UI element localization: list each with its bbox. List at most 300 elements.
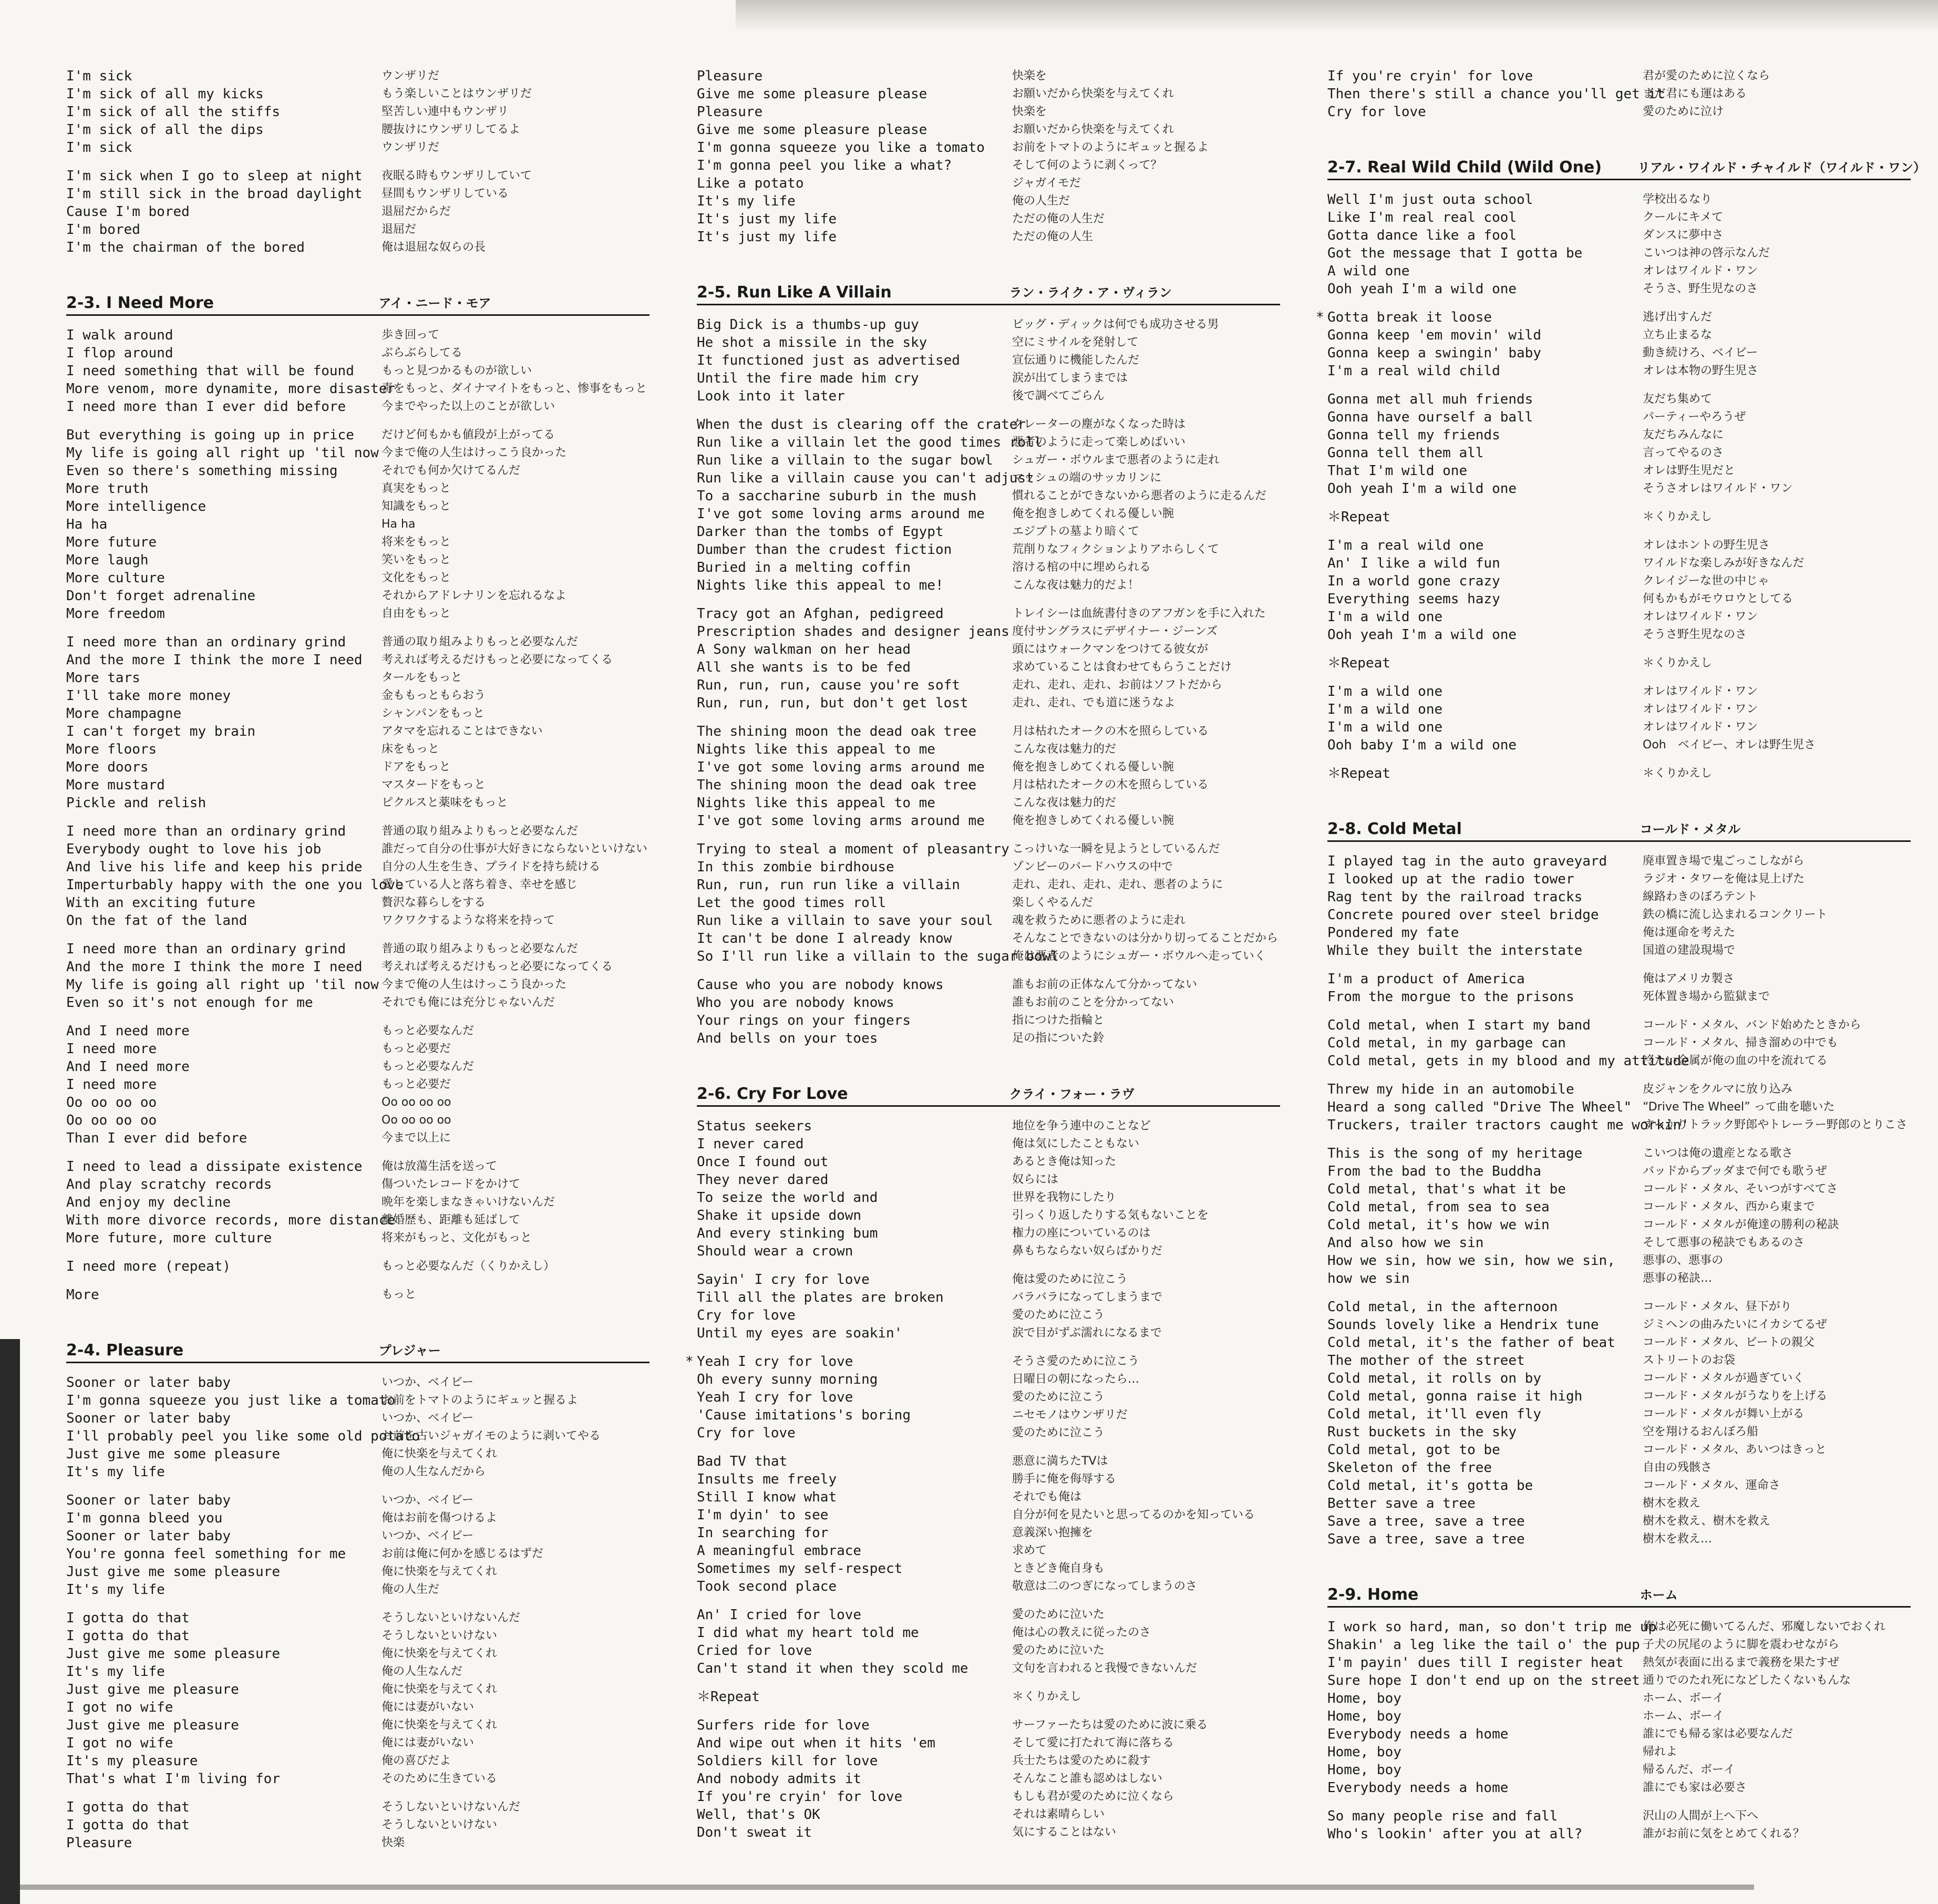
translation-line: それは素晴らしい: [1012, 1808, 1105, 1821]
lyric-line: To a saccharine suburb in the mush: [697, 488, 977, 504]
lyric-line: Cold metal, from sea to sea: [1327, 1199, 1550, 1215]
translation-line: あるとき俺は知った: [1012, 1155, 1117, 1168]
lyric-line: I need to lead a dissipate existence: [66, 1159, 363, 1175]
lyric-stanza: [697, 67, 1280, 246]
lyric-line: More tars: [66, 670, 140, 686]
song-section: [1327, 156, 1926, 783]
lyric-line: All she wants is to be fed: [697, 660, 911, 675]
lyric-line: Run like a villain to the sugar bowl: [697, 452, 993, 468]
japanese-translation: [1643, 1080, 1911, 1134]
translation-line: 俺の人生だ: [1012, 194, 1070, 208]
song-section: [66, 291, 650, 1304]
translation-line: 楽しくやるんだ: [1012, 896, 1094, 909]
translation-line: 地位を争う連中のことなど: [1012, 1119, 1151, 1133]
lyric-line: ＊Repeat: [697, 1689, 760, 1705]
translation-line: 鉄の橋に流し込まれるコンクリート: [1643, 908, 1828, 921]
japanese-translation: [1643, 683, 1911, 754]
lyric-line: Cause I'm bored: [66, 204, 190, 220]
translation-line: 月は枯れたオークの木を照らしている: [1012, 725, 1209, 738]
lyric-line: I'm sick: [66, 140, 132, 156]
lyric-line: Soldiers kill for love: [697, 1753, 878, 1769]
translation-line: 敬意は二のつぎになってしまうのさ: [1012, 1580, 1198, 1593]
translation-line: コールド・メタルが舞い上がる: [1643, 1407, 1805, 1421]
lyric-line: * Gotta break it loose: [1327, 310, 1492, 325]
translation-line: 足の指についた鈴: [1012, 1032, 1105, 1045]
lyrics-column-2: [697, 67, 1280, 1852]
japanese-translation: [1643, 1618, 1911, 1797]
translation-line: 堅苦しい連中もウンザリ: [382, 105, 509, 118]
translation-line: タールをもっと: [382, 671, 462, 684]
lyric-line: While they built the interstate: [1327, 943, 1583, 959]
lyric-line: I gotta do that: [66, 1817, 190, 1833]
lyric-line: More champagne: [66, 706, 182, 722]
translation-line: 晩年を楽しまなきゃいけないんだ: [382, 1196, 555, 1209]
section-spacer: [66, 267, 650, 291]
translation-line: ダンスに夢中さ: [1643, 229, 1724, 242]
translation-line: “Drive The Wheel” って曲を聴いた: [1643, 1100, 1835, 1114]
translation-line: 冷たい金属が俺の血の中を流れてる: [1643, 1054, 1828, 1067]
lyric-line: I'm bored: [66, 222, 140, 238]
translation-line: 度付サングラスにデザイナー・ジーンズ: [1012, 625, 1218, 638]
japanese-translation: [382, 822, 650, 930]
translation-line: 言ってやるのさ: [1643, 446, 1724, 459]
lyric-line: I've got some loving arms around me: [697, 813, 985, 829]
lyric-line: An' I like a wild fun: [1327, 555, 1500, 571]
song-section: [1327, 67, 1911, 121]
translation-line: いつか、ベイビー: [382, 1494, 474, 1507]
lyric-line: It's my life: [697, 193, 796, 209]
lyric-line: With an exciting future: [66, 895, 256, 911]
translation-line: コールド・メタル、掃き溜めの中でも: [1643, 1036, 1838, 1049]
lyric-line: I need more than I ever did before: [66, 399, 346, 415]
lyric-line: And I need more: [66, 1059, 190, 1075]
lyric-line: Home, boy: [1327, 1762, 1401, 1778]
lyric-line: Bad TV that: [697, 1454, 788, 1469]
translation-line: 俺を抱きしめてくれる優しい腕: [1012, 814, 1174, 827]
lyric-line: In a world gone crazy: [1327, 573, 1500, 589]
lyric-line: My life is going all right up 'til now: [66, 977, 379, 993]
translation-line: 君が愛のために泣くなら: [1643, 69, 1770, 83]
translation-line: ただの俺の人生: [1012, 230, 1094, 243]
translation-line: 月は枯れたオークの木を照らしている: [1012, 778, 1209, 791]
lyric-line: I need more than an ordinary grind: [66, 941, 346, 957]
english-lyrics: [1327, 1080, 1689, 1134]
lyric-line: ＊Repeat: [1327, 509, 1390, 525]
translation-line: バッドからブッダまで何でも歌うぜ: [1643, 1165, 1827, 1178]
translation-line: ピクルスと薬味をもっと: [382, 796, 508, 809]
song-section: [66, 1339, 650, 1852]
lyric-line: I've got some loving arms around me: [697, 759, 985, 775]
translation-line: 誰もお前のことを分かってない: [1012, 996, 1174, 1009]
japanese-translation: [382, 326, 650, 416]
lyric-line: 'Cause imitations's boring: [697, 1407, 911, 1423]
translation-line: 愛のために泣こう: [1012, 1391, 1105, 1404]
song-title-japanese: ホーム: [1640, 1588, 1678, 1602]
english-lyrics: [1327, 1807, 1643, 1843]
lyric-line: Cause who you are nobody knows: [697, 977, 944, 993]
english-lyrics: [1327, 537, 1643, 644]
english-lyrics: [1327, 683, 1643, 754]
translation-line: 鼻もちならない奴らばかりだ: [1012, 1244, 1163, 1258]
lyric-line: Cry for love: [697, 1425, 796, 1441]
translation-line: 頭にはウォークマンをつけてる彼女が: [1012, 643, 1209, 656]
translation-line: 自分の人生を生き、プライドを持ち続ける: [382, 860, 601, 873]
english-lyrics: [697, 67, 1012, 246]
english-lyrics: [697, 1716, 1012, 1841]
lyric-line: Cold metal, gets in my blood and my attitude: [1327, 1053, 1689, 1069]
translation-line: 考えれば考えるだけもっと必要になってくる: [382, 960, 613, 973]
translation-line: 誰だって自分の仕事が大好きにならないといけない: [382, 842, 648, 856]
lyric-line: Concrete poured over steel bridge: [1327, 907, 1599, 923]
lyric-stanza: [66, 1286, 650, 1304]
english-lyrics: [1327, 390, 1643, 498]
english-lyrics: [1327, 970, 1643, 1006]
translation-line: 魂を救うために悪者のように走れ: [1012, 914, 1186, 927]
lyric-stanza: [1327, 1298, 1911, 1548]
lyric-line: I walk around: [66, 327, 173, 343]
lyric-line: I got no wife: [66, 1700, 173, 1715]
translation-line: 普通の取り組みよりもっと必要なんだ: [382, 635, 579, 649]
translation-line: クレイジーな世の中じゃ: [1643, 574, 1769, 588]
translation-line: コールド・メタル、あいつはきっと: [1643, 1443, 1827, 1456]
translation-line: 悪者のように走って楽しめばいい: [1012, 436, 1186, 449]
translation-line: 国道の建設現場で: [1643, 944, 1736, 957]
lyric-line: Save a tree, save a tree: [1327, 1514, 1525, 1529]
translation-line: 俺の人生なんだ: [382, 1665, 463, 1678]
lyric-line: More mustard: [66, 777, 165, 793]
japanese-translation: [1643, 508, 1911, 526]
lyric-line: I need something that will be found: [66, 363, 354, 379]
lyric-line: Pleasure: [697, 68, 763, 84]
translation-line: 溶ける棺の中に埋められる: [1012, 561, 1151, 574]
lyric-stanza: [1327, 1145, 1911, 1288]
lyric-line: A wild one: [1327, 263, 1410, 279]
lyric-line: Oh every sunny morning: [697, 1372, 878, 1387]
translation-line: 意義深い抱擁を: [1012, 1526, 1094, 1539]
lyric-line: If you're cryin' for love: [697, 1789, 903, 1805]
translation-line: そうしないといけないんだ: [382, 1800, 521, 1814]
translation-line: 誰にでも帰る家は必要なんだ: [1643, 1727, 1793, 1741]
lyric-line: Sooner or later baby: [66, 1411, 231, 1426]
translation-line: そうしないといけないんだ: [382, 1611, 521, 1624]
section-spacer: [697, 256, 1280, 281]
translation-line: ジャガイモだ: [1012, 177, 1081, 190]
translation-line: こいつは俺の遺産となる歌さ: [1643, 1147, 1793, 1160]
song-section: [697, 67, 1280, 246]
translation-line: 俺は愛のために泣こう: [1012, 1273, 1128, 1286]
lyric-line: They never dared: [697, 1172, 829, 1188]
translation-line: ＊くりかえし: [1643, 767, 1713, 780]
translation-line: そのために生きている: [382, 1772, 498, 1785]
lyric-line: From the morgue to the prisons: [1327, 989, 1574, 1005]
lyric-line: Dumber than the crudest fiction: [697, 542, 952, 558]
lyric-stanza: [66, 426, 650, 623]
translation-line: 熱気が表面に出るまで義務を果たすぜ: [1643, 1656, 1840, 1669]
translation-line: バラバラになってしまうまで: [1012, 1291, 1163, 1304]
translation-line: 権力の座についているのは: [1012, 1227, 1151, 1240]
english-lyrics: [66, 167, 382, 256]
lyric-line: Even so there's something missing: [66, 463, 338, 479]
japanese-translation: [1012, 1453, 1280, 1596]
lyric-line: The shining moon the dead oak tree: [697, 777, 977, 793]
translation-line: コールド・メタル、西から東まで: [1643, 1200, 1815, 1213]
lyric-line: More venom, more dynamite, more disaster: [66, 381, 396, 397]
translation-line: 涙が出てしまうまでは: [1012, 372, 1128, 385]
translation-line: もっと必要なんだ: [382, 1060, 475, 1073]
translation-line: それでも俺には充分じゃないんだ: [382, 996, 555, 1009]
translation-line: 文句を言われると我慢できないんだ: [1012, 1662, 1198, 1675]
song-section: [66, 67, 650, 256]
translation-line: 俺は運命を考えた: [1643, 926, 1736, 939]
english-lyrics: [66, 940, 382, 1012]
lyric-stanza: [66, 1798, 650, 1852]
translation-line: マスタードをもっと: [382, 778, 486, 791]
translation-line: 俺に快楽を与えてくれ: [382, 1447, 498, 1460]
translation-line: ワイルドな楽しみが好きなんだ: [1643, 557, 1805, 570]
lyric-line: It's my life: [66, 1664, 165, 1680]
song-heading: [1327, 1583, 1911, 1608]
song-section: [1327, 817, 1911, 1548]
lyric-line: Till all the plates are broken: [697, 1290, 944, 1305]
lyric-line: Sometimes my self-respect: [697, 1561, 903, 1577]
lyric-stanza: [1327, 308, 1911, 380]
translation-line: オレはワイルド・ワン: [1643, 685, 1758, 698]
japanese-translation: [1012, 1117, 1280, 1260]
english-lyrics: [1327, 308, 1643, 380]
translation-line: 走れ、走れ、走れ、走れ、悪者のように: [1012, 878, 1223, 891]
lyric-line: Still I know what: [697, 1489, 837, 1505]
translation-line: 愛のために泣いた: [1012, 1644, 1105, 1657]
english-lyrics: [697, 1453, 1012, 1596]
scan-left-edge-bar: [0, 1339, 20, 1904]
lyric-line: This is the song of my heritage: [1327, 1146, 1583, 1161]
translation-line: 金ももっともらおう: [382, 689, 486, 702]
translation-line: いつか、ベイビー: [382, 1376, 474, 1389]
translation-line: こんな夜は魅力的だよ！: [1012, 579, 1140, 592]
translation-line: 今まで俺の人生はけっこう良かった: [382, 978, 567, 991]
lyric-line: He shot a missile in the sky: [697, 335, 927, 351]
lyric-line: So I'll run like a villain to the sugar bowl: [697, 949, 1059, 964]
english-lyrics: [1327, 1145, 1643, 1288]
lyric-line: Give me some pleasure please: [697, 122, 927, 138]
translation-line: だけど何もかも値段が上がってる: [382, 428, 555, 441]
translation-line: 今まで以上に: [382, 1131, 451, 1145]
lyric-line: ＊Repeat: [1327, 766, 1390, 781]
lyric-stanza: [1327, 390, 1911, 498]
translation-line: 兵士たちは愛のために殺す: [1012, 1754, 1151, 1767]
japanese-translation: [382, 1286, 650, 1304]
lyric-stanza: [697, 416, 1280, 594]
lyric-line: I need more: [66, 1077, 157, 1093]
translation-line: ぶらぶらしてる: [382, 346, 463, 359]
translation-line: 樹木を救え…: [1643, 1532, 1713, 1546]
japanese-translation: [382, 426, 650, 623]
translation-line: そうしないといけない: [382, 1629, 498, 1642]
translation-line: サーファーたちは愛のために波に乗る: [1012, 1718, 1208, 1732]
lyric-line: Cry for love: [1327, 104, 1426, 120]
lyric-line: ＊Repeat: [1327, 655, 1390, 671]
japanese-translation: [1643, 1145, 1911, 1288]
lyric-line: And I need more: [66, 1023, 190, 1039]
english-lyrics: [1327, 1016, 1689, 1070]
lyric-line: Run like a villain to save your soul: [697, 913, 993, 929]
english-lyrics: [1327, 508, 1643, 526]
lyric-line: Prescription shades and designer jeans: [697, 624, 1009, 640]
translation-line: トレイシーは血統書付きのアフガンを手に入れた: [1012, 607, 1266, 620]
song-heading: [697, 281, 1280, 305]
lyric-stanza: [697, 1453, 1280, 1596]
translation-line: ウンザリだ: [382, 141, 440, 154]
lyric-line: It's my life: [66, 1582, 165, 1598]
lyric-line: I flop around: [66, 345, 173, 361]
english-lyrics: [1327, 654, 1643, 672]
lyric-line: * Yeah I cry for love: [697, 1354, 853, 1370]
translation-line: そして何のように剥くって？: [1012, 159, 1162, 172]
translation-line: 俺の喜びだよ: [382, 1754, 451, 1767]
translation-line: 贅沢な暮らしをする: [382, 896, 486, 909]
lyric-line: Gonna tell my friends: [1327, 427, 1500, 443]
translation-line: 逃げ出すんだ: [1643, 311, 1713, 324]
lyric-line: It's my pleasure: [66, 1753, 198, 1769]
lyric-line: I'm sick of all the stiffs: [66, 104, 280, 120]
english-lyrics: [66, 1286, 382, 1304]
translation-line: オレはホントの野生児さ: [1643, 539, 1770, 552]
lyric-line: More intelligence: [66, 499, 207, 514]
translation-line: 愛のために泣け: [1643, 105, 1724, 118]
lyric-line: Pleasure: [66, 1835, 132, 1851]
lyric-line: I played tag in the auto graveyard: [1327, 853, 1607, 869]
lyric-stanza: [66, 940, 650, 1012]
translation-line: もう楽しいことはウンザリだ: [382, 87, 532, 100]
lyric-line: Sounds lovely like a Hendrix tune: [1327, 1317, 1599, 1333]
lyric-line: Everybody ought to love his job: [66, 841, 322, 857]
japanese-translation: [382, 167, 650, 256]
translation-line: 走れ、走れ、でも道に迷うなよ: [1012, 696, 1176, 709]
translation-line: すっかりトラック野郎やトレーラー野郎のとりこさ: [1643, 1118, 1908, 1131]
lyric-line: Ooh yeah I'm a wild one: [1327, 627, 1517, 643]
english-lyrics: [66, 1798, 382, 1852]
lyric-line: I'll take more money: [66, 688, 231, 704]
lyric-line: I'm a wild one: [1327, 702, 1443, 717]
lyric-stanza: [1327, 1016, 1911, 1070]
translation-line: 快楽: [382, 1836, 405, 1849]
translation-line: コールド・メタル、運命さ: [1643, 1479, 1780, 1492]
translation-line: 空を翔けるおんぼろ船: [1643, 1425, 1759, 1438]
japanese-translation: [1643, 191, 1911, 298]
translation-line: 帰るんだ、ボーイ: [1643, 1763, 1736, 1776]
translation-line: 悪事の、悪事の: [1643, 1254, 1724, 1267]
translation-line: 俺には妻がいない: [382, 1701, 475, 1714]
lyric-line: And live his life and keep his pride: [66, 859, 363, 875]
translation-line: 誰もお前の正体なんて分かってない: [1012, 978, 1198, 991]
translation-line: 退屈だからだ: [382, 205, 451, 218]
lyric-line: It can't be done I already know: [697, 931, 952, 946]
japanese-translation: [1012, 1271, 1280, 1342]
lyric-line: Trying to steal a moment of pleasantry: [697, 841, 1009, 857]
lyric-line: I'm payin' dues till I register heat: [1327, 1655, 1624, 1671]
english-lyrics: [1327, 765, 1643, 783]
japanese-translation: [382, 633, 650, 812]
song-section: [697, 281, 1280, 1047]
japanese-translation: [1012, 976, 1280, 1047]
lyric-line: Oo oo oo oo: [66, 1095, 157, 1110]
translation-line: そんなことできないのは分かり切ってることだから: [1012, 932, 1279, 945]
translation-line: シャンパンをもっと: [382, 707, 485, 720]
lyric-line: Cold metal, in the afternoon: [1327, 1299, 1558, 1315]
translation-line: 日曜日の朝になったら…: [1012, 1373, 1140, 1386]
japanese-translation: [1643, 1016, 1911, 1070]
japanese-translation: [1012, 1688, 1280, 1706]
song-title: 2-7. Real Wild Child (Wild One): [1327, 158, 1602, 177]
lyric-line: Sooner or later baby: [66, 1528, 231, 1544]
lyric-line: how we sin: [1327, 1271, 1410, 1287]
lyric-line: Cold metal, when I start my band: [1327, 1017, 1591, 1033]
japanese-translation: [382, 1258, 650, 1275]
lyric-stanza: [1327, 852, 1911, 960]
japanese-translation: [1012, 723, 1280, 830]
translation-line: 俺は放蕩生活を送って: [382, 1160, 498, 1173]
translation-line: 悪意に満ちたTVは: [1012, 1455, 1108, 1468]
lyric-stanza: [697, 1716, 1280, 1841]
lyric-line: Better save a tree: [1327, 1496, 1476, 1511]
translation-line: 線路わきのぼろテント: [1643, 890, 1758, 903]
scan-bottom-edge: [20, 1885, 1754, 1890]
translation-line: そうさ野生児なのさ: [1643, 628, 1747, 641]
song-title-japanese: プレジャー: [378, 1343, 441, 1358]
lyric-line: More culture: [66, 570, 165, 586]
lyric-line: More future, more culture: [66, 1230, 272, 1246]
lyric-line: I'm the chairman of the bored: [66, 240, 305, 255]
lyric-line: Until my eyes are soakin': [697, 1325, 903, 1341]
lyric-stanza: [697, 1271, 1280, 1342]
translation-line: それでも俺は: [1012, 1490, 1082, 1504]
lyric-line: Even so it's not enough for me: [66, 995, 313, 1011]
english-lyrics: [697, 1688, 1012, 1706]
lyric-line: And every stinking bum: [697, 1226, 878, 1241]
translation-line: そして悪事の秘訣でもあるのさ: [1643, 1236, 1805, 1249]
lyric-line: I'm gonna bleed you: [66, 1510, 223, 1526]
lyric-line: I'm sick when I go to sleep at night: [66, 168, 363, 184]
lyric-line: I need more than an ordinary grind: [66, 824, 346, 839]
translation-line: お願いだから快楽を与えてくれ: [1012, 87, 1174, 100]
translation-line: 将来をもっと: [382, 536, 451, 549]
translation-line: 動き続けろ、ベイビー: [1643, 346, 1758, 359]
translation-line: オレはワイルド・ワン: [1643, 721, 1758, 734]
japanese-translation: [382, 1798, 650, 1852]
lyric-line: Imperturbably happy with the one you love: [66, 877, 404, 893]
english-lyrics: [697, 416, 1043, 594]
lyrics-column-1: [66, 67, 650, 1862]
lyric-line: Who you are nobody knows: [697, 995, 894, 1011]
lyric-line: Cold metal, gonna raise it high: [1327, 1388, 1583, 1404]
song-heading: [697, 1082, 1280, 1107]
lyric-line: Surfers ride for love: [697, 1717, 870, 1733]
lyric-line: In searching for: [697, 1525, 829, 1541]
lyric-stanza: [66, 1609, 650, 1788]
section-spacer: [66, 1314, 650, 1339]
lyric-line: Pickle and relish: [66, 795, 207, 811]
translation-line: 奴らには: [1012, 1173, 1059, 1186]
translation-line: 離婚歴も、距離も延ばして: [382, 1213, 521, 1227]
lyric-stanza: [697, 1117, 1280, 1260]
translation-line: 荒削りなフィクションよりアホらしくて: [1012, 543, 1219, 556]
lyric-line: And nobody admits it: [697, 1771, 862, 1787]
song-title: 2-6. Cry For Love: [697, 1085, 848, 1103]
translation-line: いつか、ベイビー: [382, 1529, 474, 1542]
english-lyrics: [66, 1491, 382, 1599]
translation-line: ビッグ・ディックは何でも成功させる男: [1012, 318, 1219, 331]
lyric-line: Skeleton of the free: [1327, 1460, 1492, 1476]
